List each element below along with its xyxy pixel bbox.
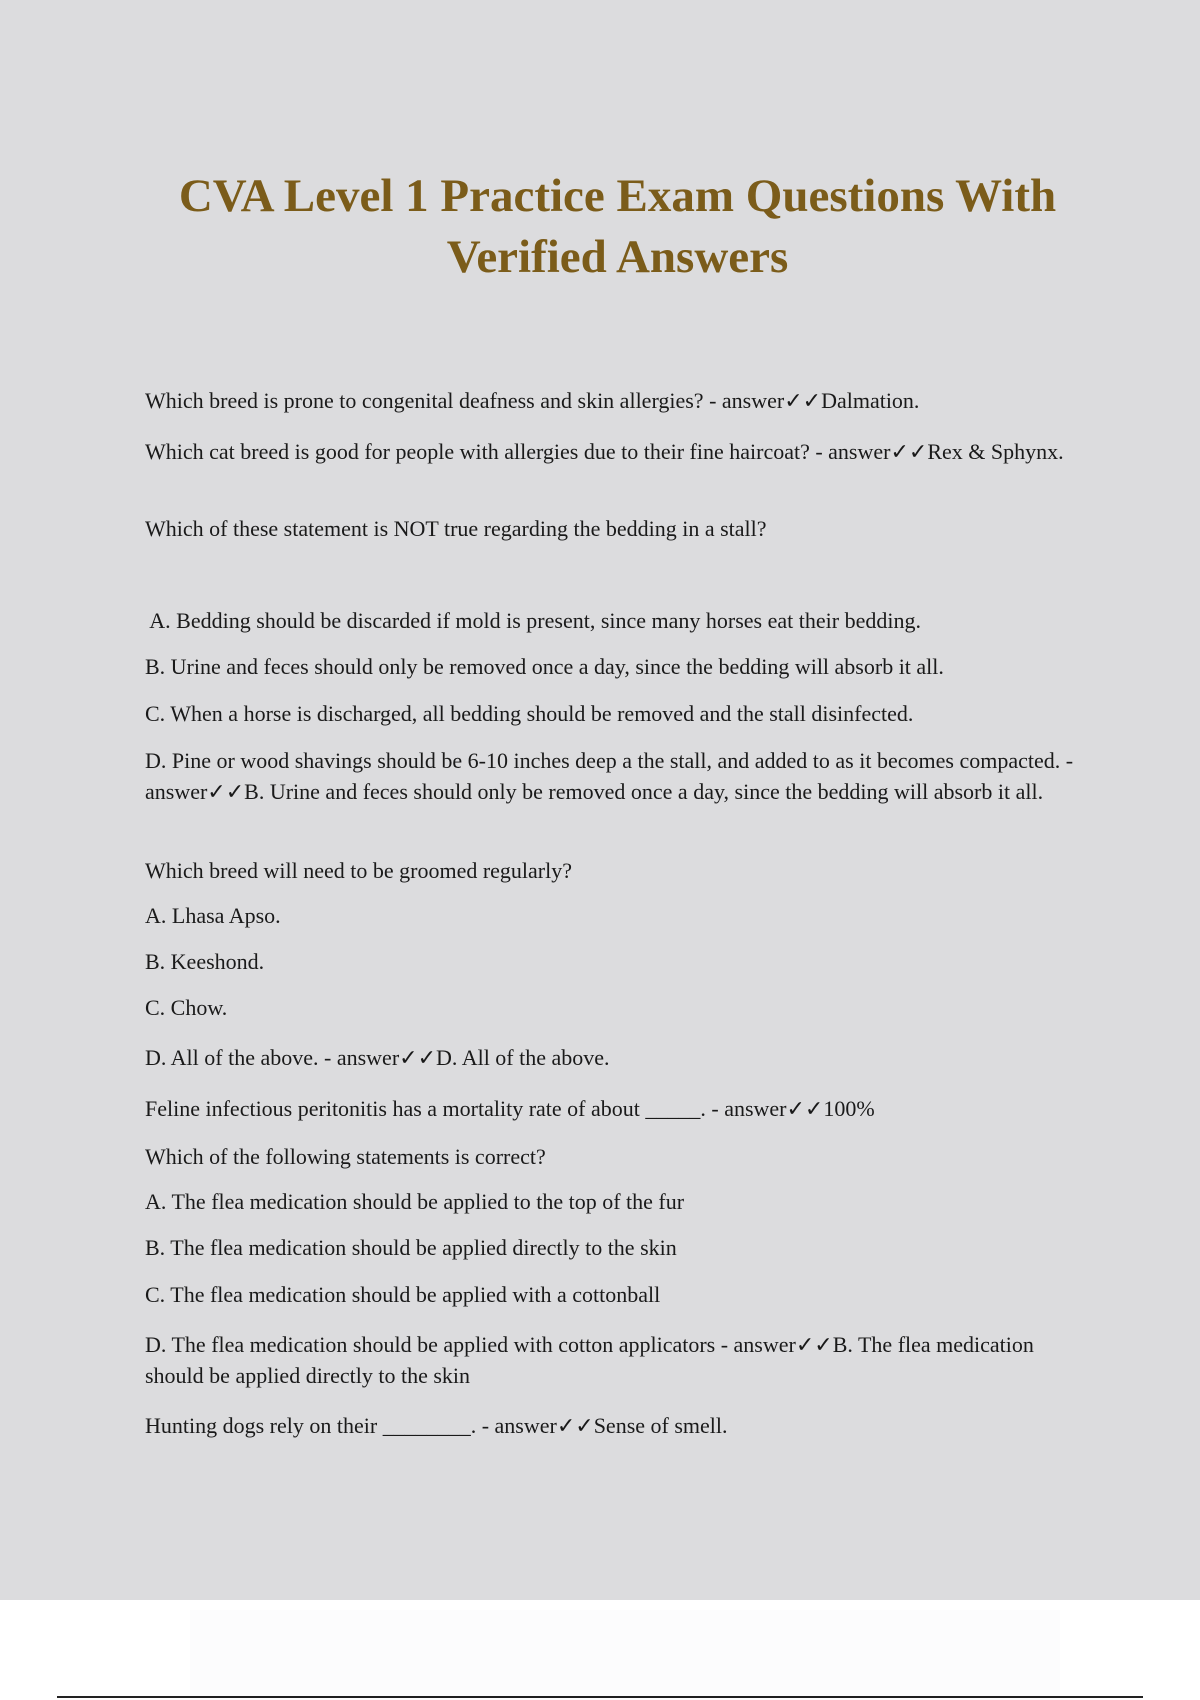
question-4-option-a: A. Lhasa Apso. [145,903,281,928]
question-4-option-d-answer: D. All of the above. - answer✓✓D. All of the above. [145,1045,610,1070]
question-7: Hunting dogs rely on their ________. - answer✓✓Sense of smell. [145,1413,728,1438]
question-6-option-a: A. The flea medication should be applied to the top of the fur [145,1189,685,1214]
question-6-option-b: B. The flea medication should be applied directly to the skin [145,1235,677,1260]
question-3-option-a: A. Bedding should be discarded if mold is present, since many horses eat their bedding. [145,608,921,633]
question-4-option-b: B. Keeshond. [145,949,265,974]
question-4-option-c: C. Chow. [145,995,228,1020]
question-2: Which cat breed is good for people with allergies due to their fine haircoat? - answer✓✓Rex & Sphynx. [145,439,1064,464]
question-3-option-c: C. When a horse is discharged, all bedding should be removed and the stall disinfected. [145,701,914,726]
question-6: Which of the following statements is correct? [145,1144,546,1169]
question-1: Which breed is prone to congenital deafness and skin allergies? - answer✓✓Dalmation. [145,388,920,413]
question-3-option-b: B. Urine and feces should only be removed once a day, since the bedding will absorb it all. [145,654,944,679]
question-3-option-d-answer: D. Pine or wood shavings should be 6-10 inches deep a the stall, and added to as it becomes compacted. - answer✓✓B. Urine and feces should only be removed once a day, since the bedding will absorb it all. [145,748,1074,804]
document-title: CVA Level 1 Practice Exam Questions With Verified Answers [178,170,1057,283]
question-6-option-d-answer: D. The flea medication should be applied with cotton applicators - answer✓✓B. The flea medication should be applied directly to the skin [145,1332,1034,1388]
footer-divider [57,1696,1143,1698]
question-3: Which of these statement is NOT true regarding the bedding in a stall? [145,516,767,541]
footer-strip [190,1610,1060,1690]
question-4: Which breed will need to be groomed regularly? [145,858,573,883]
question-6-option-c: C. The flea medication should be applied with a cottonball [145,1282,661,1307]
question-5: Feline infectious peritonitis has a mortality rate of about _____. - answer✓✓100% [145,1096,875,1121]
